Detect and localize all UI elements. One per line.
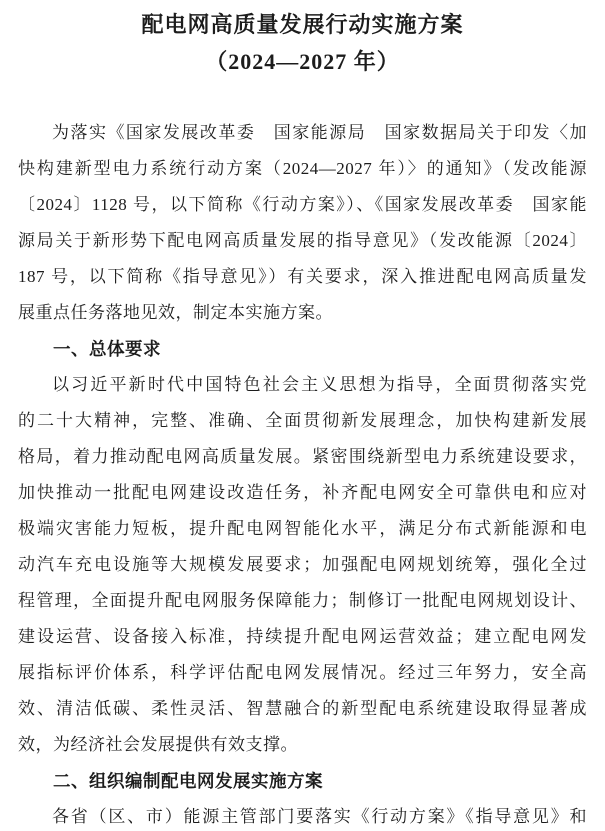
text-line: 187 号，以下简称《指导意见》）有关要求，深入推进配电网高质量发 [18, 267, 587, 286]
title-line-1: 配电网高质量发展行动实施方案 [141, 12, 464, 37]
text-line: 快构建新型电力系统行动方案（2024—2027 年）〉的通知》（发改能源 [18, 159, 587, 178]
text-line: 展重点任务落地见效，制定本实施方案。 [18, 303, 333, 322]
text-line: 展指标评价体系，科学评估配电网发展情况。经过三年努力，安全高 [18, 663, 587, 682]
text-line: 效、清洁低碳、柔性灵活、智慧融合的新型配电系统建设取得显著成 [18, 699, 587, 718]
text-line: 动汽车充电设施等大规模发展要求；加强配电网规划统筹，强化全过 [18, 555, 587, 574]
title-line-2: （2024—2027 年） [205, 49, 400, 74]
section-1-paragraph [18, 367, 587, 763]
text-line: 源局关于新形势下配电网高质量发展的指导意见》（发改能源〔2024〕 [18, 231, 587, 250]
document-title [18, 6, 587, 80]
text-line: 建设运营、设备接入标准，持续提升配电网运营效益；建立配电网发 [18, 627, 587, 646]
section-2-paragraph [18, 799, 587, 831]
text-line: 〔2024〕1128 号，以下简称《行动方案》）、《国家发展改革委 国家能 [18, 195, 587, 214]
text-line: 以习近平新时代中国特色社会主义思想为指导，全面贯彻落实党 [52, 375, 587, 394]
text-line: 程管理，全面提升配电网服务保障能力；制修订一批配电网规划设计、 [18, 591, 587, 610]
text-line: 极端灾害能力短板，提升配电网智能化水平，满足分布式新能源和电 [18, 519, 587, 538]
text-line: 效，为经济社会发展提供有效支撑。 [18, 735, 298, 754]
text-line: 为落实《国家发展改革委 国家能源局 国家数据局关于印发〈加 [52, 123, 587, 142]
section-1-heading: 一、总体要求 [53, 339, 161, 359]
section-2-heading: 二、组织编制配电网发展实施方案 [53, 771, 323, 791]
text-line: 格局，着力推动配电网高质量发展。紧密围绕新型电力系统建设要求， [18, 447, 587, 466]
text-line: 加快推动一批配电网建设改造任务，补齐配电网安全可靠供电和应对 [18, 483, 587, 502]
text-line: 的二十大精神，完整、准确、全面贯彻新发展理念，加快构建新发展 [18, 411, 587, 430]
intro-paragraph [18, 115, 587, 331]
text-line: 各省（区、市）能源主管部门要落实《行动方案》《指导意见》和 [52, 807, 587, 826]
